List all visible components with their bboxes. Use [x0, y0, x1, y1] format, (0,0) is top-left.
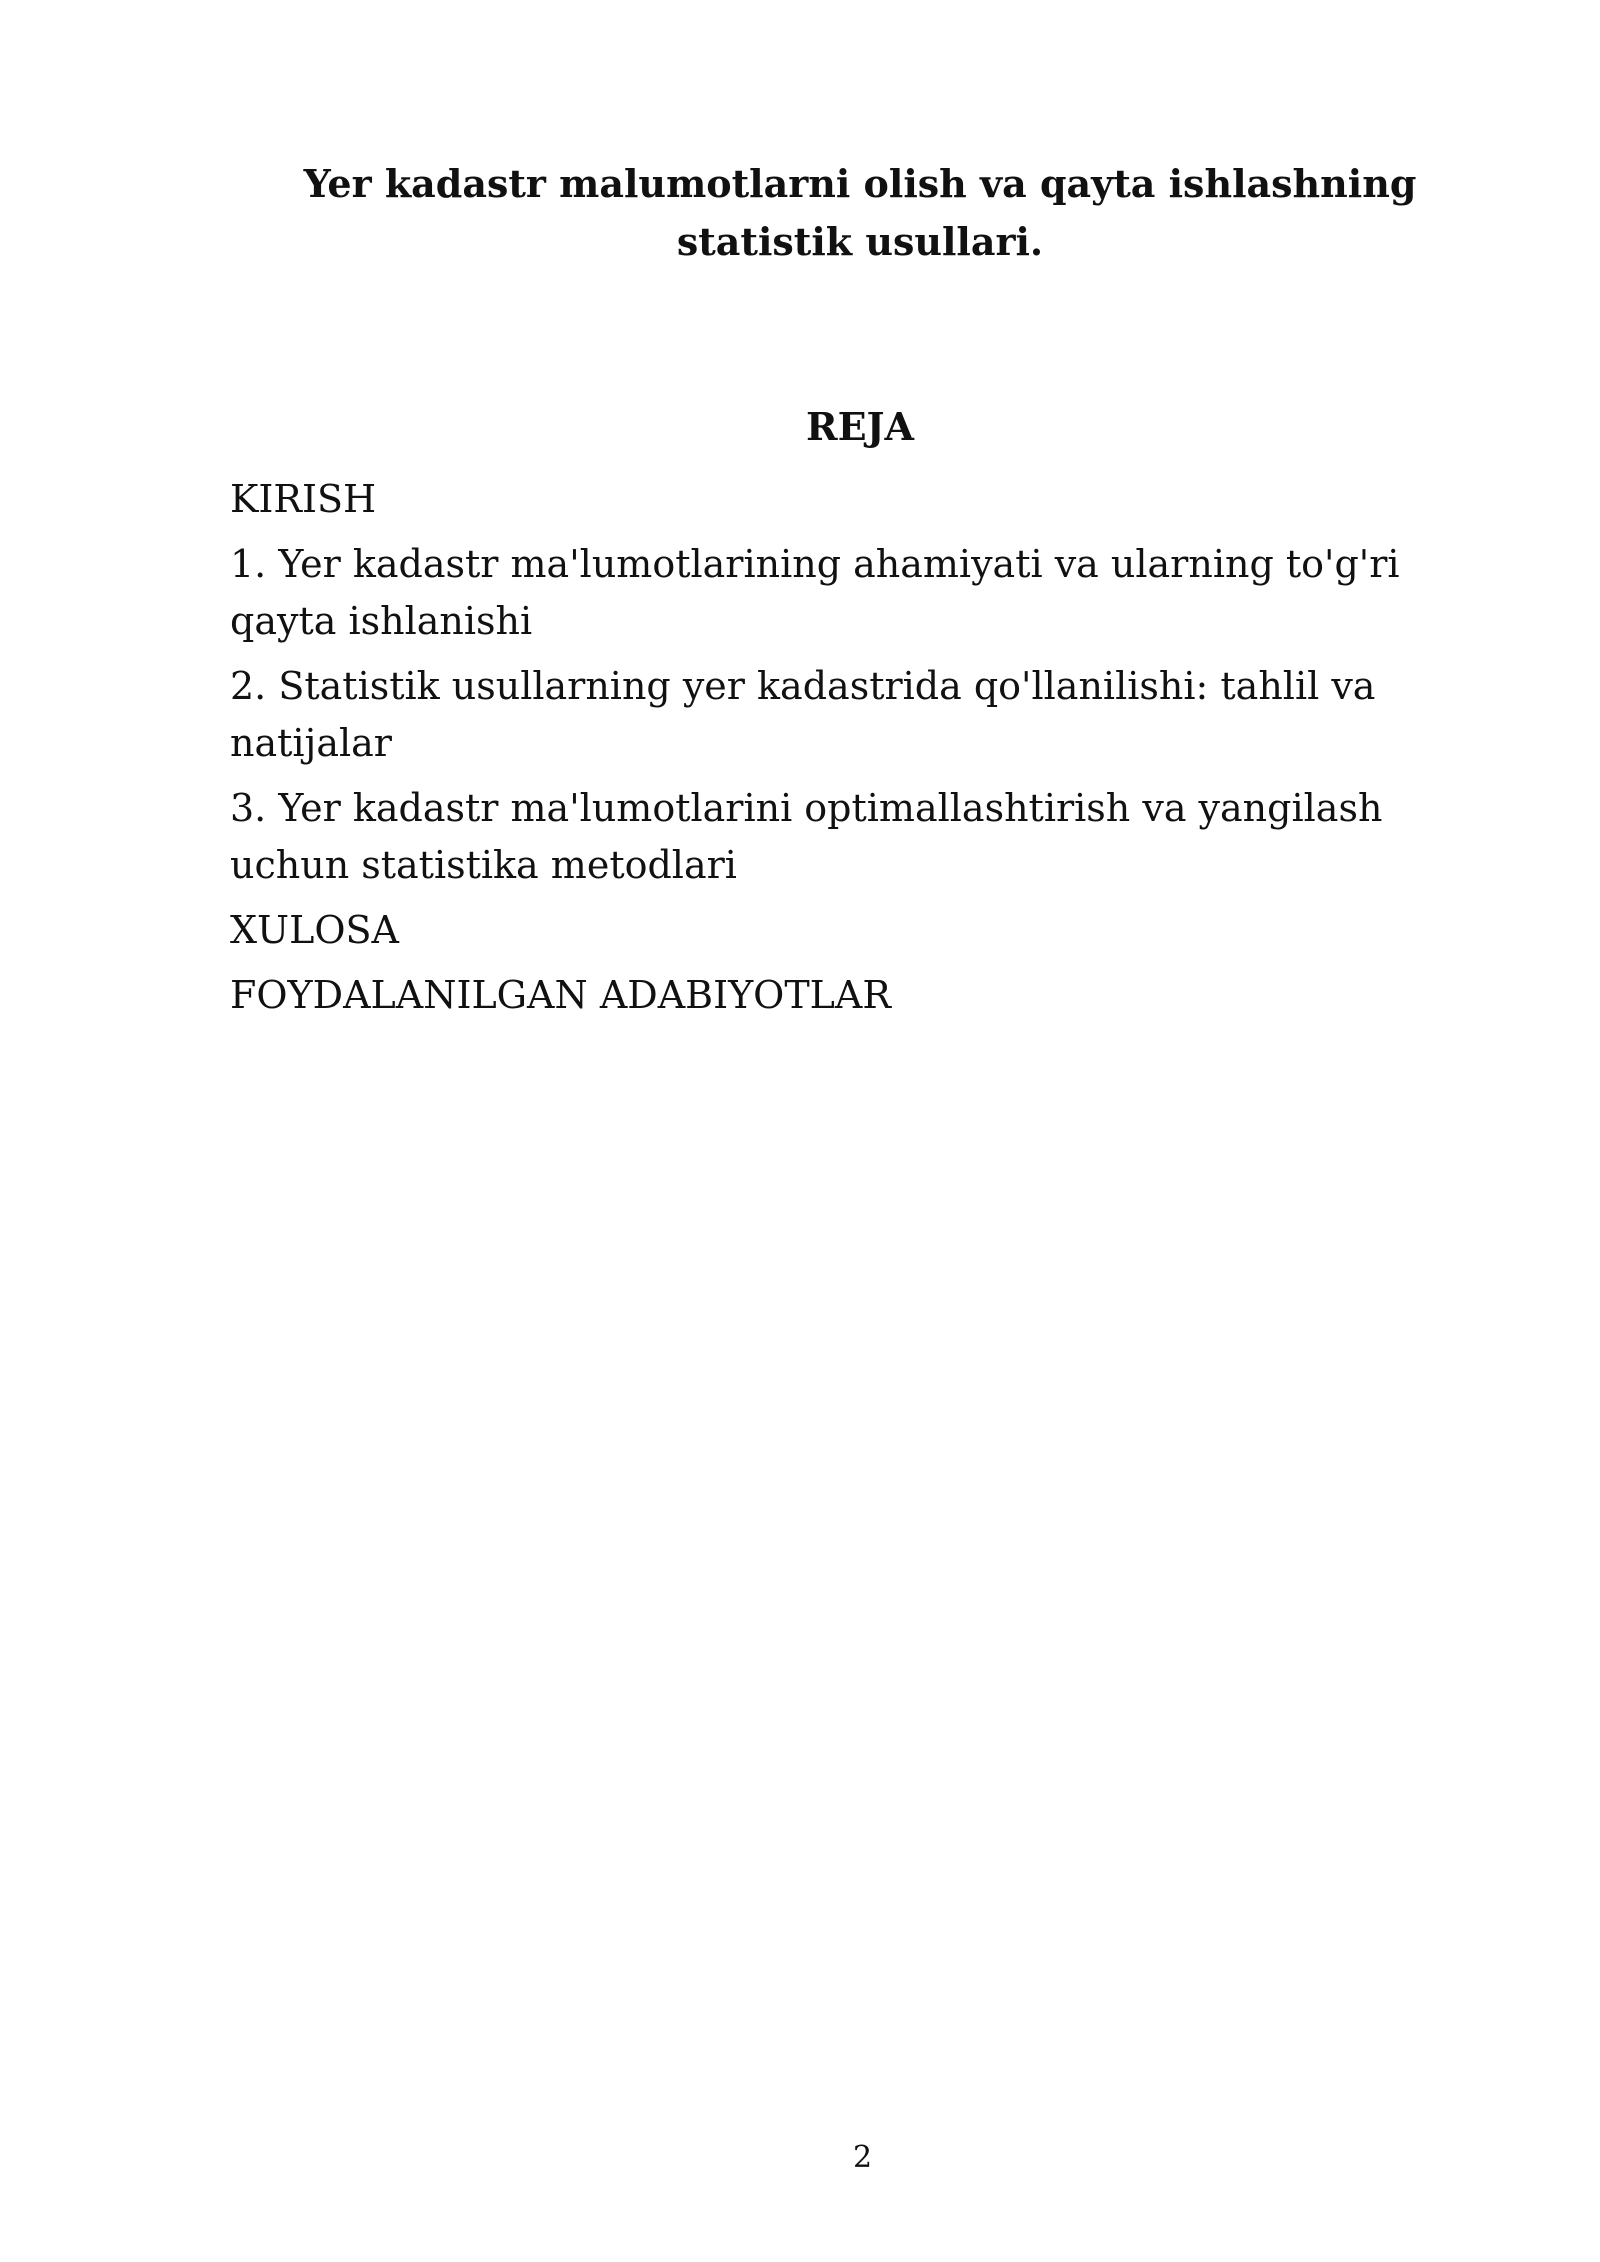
plan-list	[230, 471, 1450, 1032]
page-number: 2	[852, 2140, 873, 2175]
plan-item-1: 1. Yer kadastr ma'lumotlarining ahamiyati va ularning to'g'ri qayta ishlanishi	[230, 542, 1400, 643]
plan-heading: REJA	[805, 404, 914, 449]
plan-item-2: 2. Statistik usullarning yer kadastrida qo'llanilishi: tahlil va natijalar	[230, 664, 1376, 765]
plan-item-conclusion: XULOSA	[230, 908, 399, 952]
plan-item-introduction: KIRISH	[230, 477, 377, 521]
plan-item-references: FOYDALANILGAN ADABIYOTLAR	[230, 973, 891, 1017]
document-title: Yer kadastr malumotlarni olish va qayta ishlashning statistik usullari.	[303, 161, 1417, 264]
plan-item-3: 3. Yer kadastr ma'lumotlarini optimallashtirish va yangilash uchun statistika metodlari	[230, 786, 1383, 887]
